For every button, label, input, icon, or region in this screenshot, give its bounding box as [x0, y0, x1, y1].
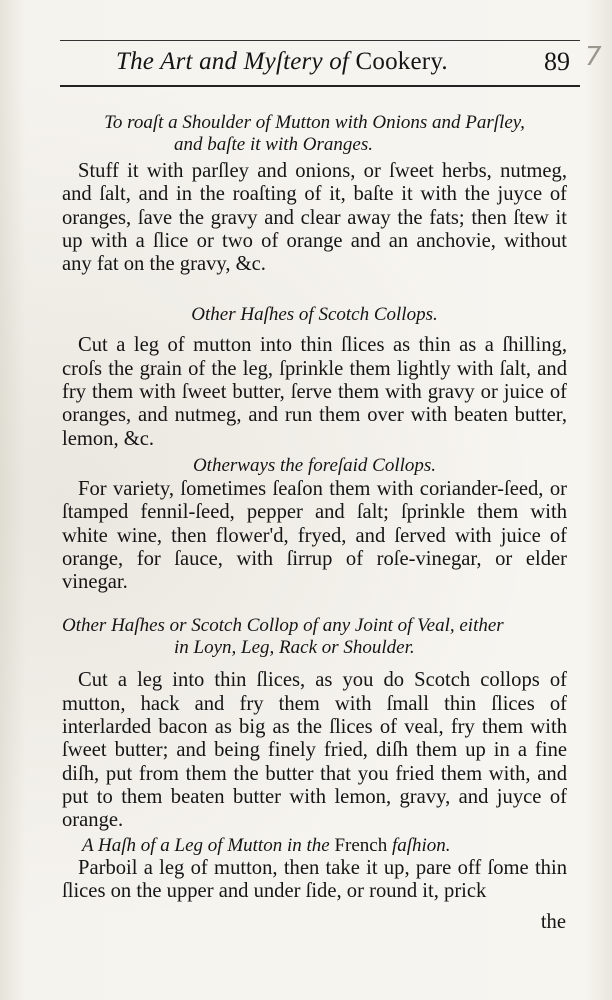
recipe-heading-italic: A Haſh of a Leg of Mutton in the	[82, 834, 335, 856]
recipe-heading	[62, 615, 567, 659]
recipe-heading-line1: Other Haſhes of Scotch Collops.	[191, 304, 438, 326]
recipe-text: Cut a leg of mutton into thin ſlices as thin as a ſhilling, croſs the grain of the leg, ſprinkle them lightly with ſalt, and fry them with ſweet butter, ſerve them with gravy or juice of oranges, and nutmeg, and run them over with beaten butter, lemon, &c.	[62, 334, 567, 450]
page-body	[62, 106, 567, 903]
page-title-italic: The Art and Myſtery of	[116, 48, 356, 75]
recipe-heading-line1: Otherways the foreſaid Collops.	[192, 454, 437, 476]
recipe-heading-line1: To roaſt a Shoulder of Mutton with Onions and Parſley,	[104, 112, 525, 133]
recipe-heading-italic-2: faſhion.	[387, 834, 451, 856]
page-number: 89	[544, 47, 570, 76]
recipe-heading-line2: in Loyn, Leg, Rack or Shoulder.	[174, 637, 415, 659]
catchword: the	[540, 911, 566, 933]
recipe-text: Stuff it with parſley and onions, or ſweet herbs, nutmeg, and ſalt, and in the roaſting of it, baſte it with the juyce of oranges, ſave the gravy and clear away the fats; then ſtew it up with a ſlice or two of orange and an anchovie, without any fat on the gravy, &c.	[62, 160, 567, 276]
recipe-heading-line1: Other Haſhes or Scotch Collop of any Joint of Veal, either	[62, 615, 504, 637]
page-title	[116, 48, 448, 76]
recipe-heading-roman: French	[334, 834, 388, 856]
recipe-text: Parboil a leg of mutton, then take it up, pare off ſome thin ſlices on the upper and under ſide, or round it, prick	[62, 856, 567, 902]
recipe-heading	[62, 455, 567, 477]
running-head	[60, 40, 580, 87]
recipe-heading-line2: and baſte it with Oranges.	[174, 134, 373, 155]
recipe-text: For variety, ſometimes ſeaſon them with coriander-ſeed, or ſtamped fennil-ſeed, pepper and ſalt; ſprinkle them with white wine, then flower'd, fryed, and ſerved with juice of orange, for ſauce, with ſirrup of roſe-vinegar, or elder vinegar.	[62, 477, 567, 594]
pencil-mark: 7	[585, 42, 602, 72]
page-title-roman: Cookery.	[355, 48, 448, 75]
recipe-text: Cut a leg into thin ſlices, as you do Scotch collops of mutton, hack and fry them with ſmall thin ſlices of interlarded bacon as big as the ſlices of veal, fry them with ſweet butter; and being finely fried, diſh them up in a fine diſh, put from them the butter that you fried them with, and put to them beaten butter with lemon, gravy, and juyce of orange.	[62, 669, 567, 832]
recipe-heading	[62, 304, 567, 326]
recipe-heading	[62, 835, 567, 857]
recipe-heading	[62, 112, 567, 156]
